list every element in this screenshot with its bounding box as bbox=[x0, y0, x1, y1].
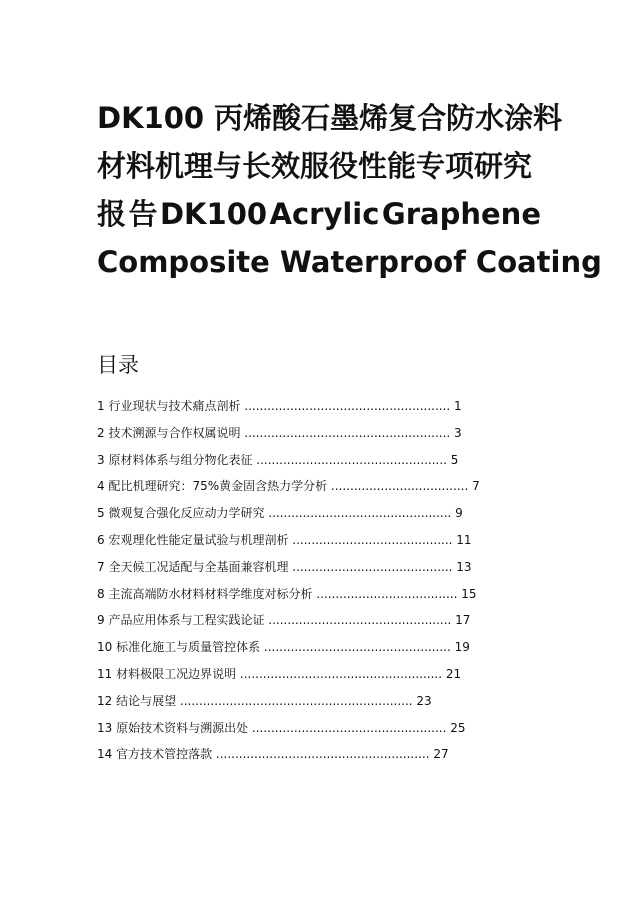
toc-entry[interactable]: 11 材料极限工况边界说明 ..................................................... 21 bbox=[97, 666, 462, 681]
toc-entry[interactable]: 1 行业现状与技术痛点剖析 ...................................................... 1 bbox=[97, 399, 462, 413]
document-title bbox=[97, 94, 602, 286]
title-word: 告 bbox=[128, 197, 158, 231]
toc-entry[interactable]: 4 配比机理研究：75%黄金固含热力学分析 .................................... 7 bbox=[97, 479, 480, 494]
toc-heading: 目录 bbox=[97, 353, 139, 377]
title-word: 报 bbox=[97, 197, 127, 231]
toc-entry[interactable]: 13 原始技术资料与溯源出处 ................................................... 25 bbox=[97, 720, 466, 735]
toc-entry[interactable]: 10 标准化施工与质量管控体系 ................................................. 19 bbox=[97, 640, 470, 655]
title-line-1: DK100 丙烯酸石墨烯复合防水涂料 bbox=[97, 101, 563, 135]
title-line-2: 材料机理与长效服役性能专项研究 bbox=[97, 149, 533, 183]
toc-entry[interactable]: 3 原材料体系与组分物化表征 .................................................. 5 bbox=[97, 452, 459, 467]
title-word: Graphene bbox=[381, 197, 541, 231]
toc-entry[interactable]: 8 主流高端防水材料材料学维度对标分析 ..................................... 15 bbox=[97, 586, 477, 601]
toc-entry[interactable]: 6 宏观理化性能定量试验与机理剖析 .......................................... 11 bbox=[97, 532, 472, 547]
title-word: DK100 bbox=[159, 197, 268, 231]
title-line-4: Composite Waterproof Coating bbox=[97, 245, 602, 279]
toc-entry[interactable]: 5 微观复合强化反应动力学研究 ................................................ 9 bbox=[97, 506, 463, 521]
title-line-3 bbox=[97, 190, 541, 238]
toc-entry[interactable]: 14 官方技术管控落款 ........................................................ 27 bbox=[97, 747, 449, 762]
toc-entry[interactable]: 12 结论与展望 ............................................................. 23 bbox=[97, 693, 432, 708]
toc-entry[interactable]: 7 全天候工况适配与全基面兼容机理 .......................................... 13 bbox=[97, 559, 472, 574]
toc-list bbox=[97, 393, 480, 768]
title-word: Acrylic bbox=[269, 197, 380, 231]
toc-entry[interactable]: 2 技术溯源与合作权属说明 ...................................................... 3 bbox=[97, 425, 462, 440]
toc-entry[interactable]: 9 产品应用体系与工程实践论证 ................................................ 17 bbox=[97, 613, 471, 628]
